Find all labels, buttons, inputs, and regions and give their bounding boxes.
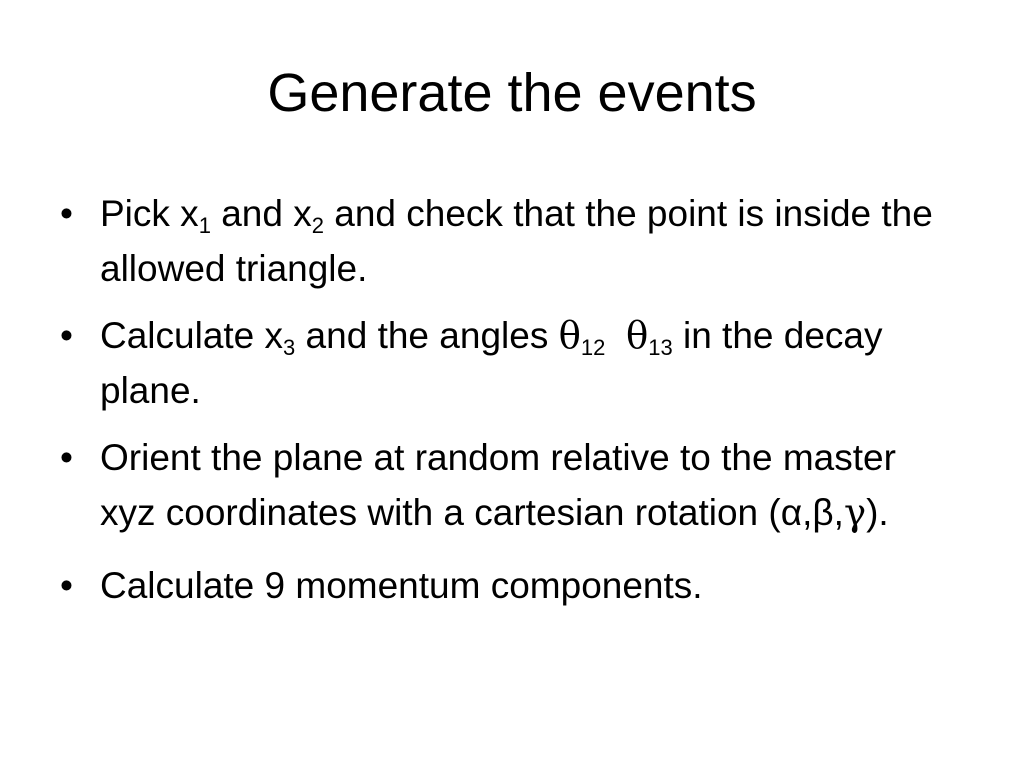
bullet-text: ). [866, 492, 889, 533]
bullet-item [60, 186, 960, 296]
bullet-text: Pick x [100, 193, 199, 234]
theta-symbol: θ [625, 314, 649, 357]
subscript: 13 [648, 335, 673, 360]
slide-title: Generate the events [267, 63, 757, 123]
bullet-text: Calculate x [100, 315, 284, 356]
bullet-text: and x [210, 193, 312, 234]
bullet-text: and check that the point is inside the allowed triangle. [100, 193, 933, 289]
bullet-item [60, 558, 960, 613]
bullet-text: Calculate 9 momentum components. [100, 565, 703, 606]
bullet-item [60, 430, 960, 540]
bullet-item [60, 308, 960, 418]
gamma-symbol: γ [843, 491, 867, 534]
subscript: 12 [580, 335, 606, 360]
bullet-text: Orient the plane at random relative to the master xyz coordinates with a cartesian rotation (α,β, [100, 437, 896, 533]
bullet-list [60, 186, 960, 625]
subscript: 3 [283, 335, 296, 360]
bullet-text: in the decay plane. [100, 315, 883, 411]
subscript: 2 [311, 213, 324, 238]
theta-symbol: θ [558, 314, 581, 357]
bullet-marker: • [60, 315, 73, 356]
bullet-marker: • [60, 193, 73, 234]
subscript: 1 [198, 213, 211, 238]
bullet-marker: • [60, 437, 73, 478]
bullet-marker: • [60, 565, 73, 606]
bullet-text: and the angles [295, 315, 559, 356]
